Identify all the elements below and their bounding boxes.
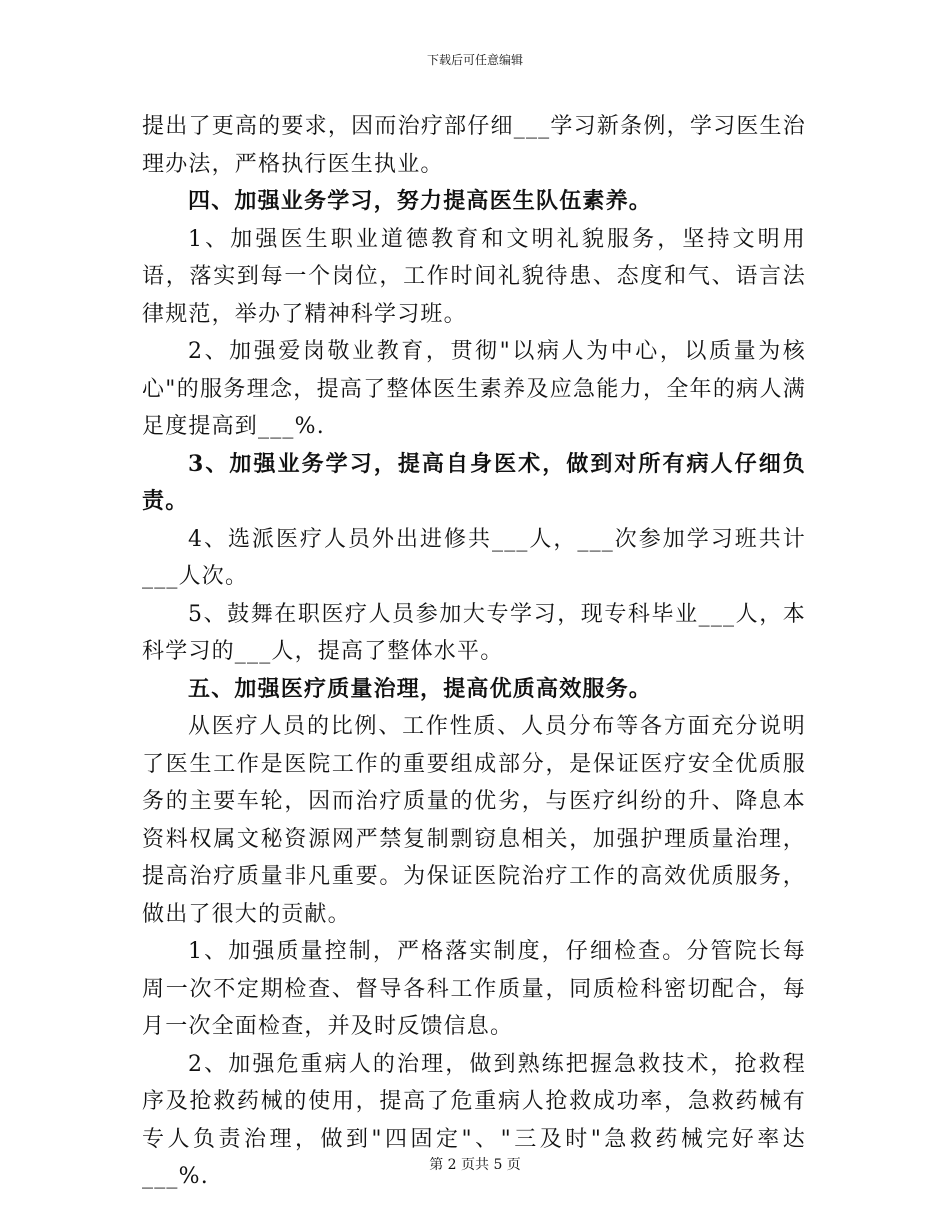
page-number: 第 2 页共 5 页 xyxy=(429,1157,521,1173)
section-heading-four: 四、加强业务学习，努力提高医生队伍素养。 xyxy=(188,188,653,214)
paragraph-item-5: 5、鼓舞在职医疗人员参加大专学习，现专科毕业___人，本科学习的___人，提高了整体水平。 xyxy=(142,601,806,664)
paragraph-item-2: 2、加强爱岗敬业教育，贯彻"以病人为中心，以质量为核心"的服务理念，提高了整体医生素养及应急能力，全年的病人满足度提高到___%. xyxy=(142,339,806,439)
paragraph-quality-intro: 从医疗人员的比例、工作性质、人员分布等各方面充分说明了医生工作是医院工作的重要组成部分，是保证医疗安全优质服务的主要车轮，因而治疗质量的优劣，与医疗纠纷的升、降息本资料权属文秘资源网严禁复制剽窃息相关，加强护理质量治理，提高治疗质量非凡重要。为保证医院治疗工作的高效优质服务，做出了很大的贡献。 xyxy=(142,714,806,927)
subheading-item-3: 3、加强业务学习，提高自身医术，做到对所有病人仔细负责。 xyxy=(142,450,806,514)
page-header: 下载后可任意编辑 xyxy=(426,53,523,67)
paragraph-continuation: 提出了更高的要求，因而治疗部仔细___学习新条例，学习医生治理办法，严格执行医生执业。 xyxy=(142,114,806,177)
paragraph-quality-item-1: 1、加强质量控制，严格落实制度，仔细检查。分管院长每周一次不定期检查、督导各科工作质量，同质检科密切配合，每月一次全面检查，并及时反馈信息。 xyxy=(142,939,806,1039)
section-heading-five: 五、加强医疗质量治理，提高优质高效服务。 xyxy=(188,675,653,702)
paragraph-item-4: 4、选派医疗人员外出进修共___人，___次参加学习班共计___人次。 xyxy=(142,526,806,589)
document-body xyxy=(142,108,806,1196)
paragraph-item-1: 1、加强医生职业道德教育和文明礼貌服务，坚持文明用语，落实到每一个岗位，工作时间礼貌待患、态度和气、语言法律规范，举办了精神科学习班。 xyxy=(142,226,806,327)
paragraph-quality-item-2: 2、加强危重病人的治理，做到熟练把握急救技术，抢救程序及抢救药械的使用，提高了危重病人抢救成功率，急救药械有专人负责治理，做到"四固定"、"三及时"急救药械完好率达___%. xyxy=(142,1051,806,1189)
